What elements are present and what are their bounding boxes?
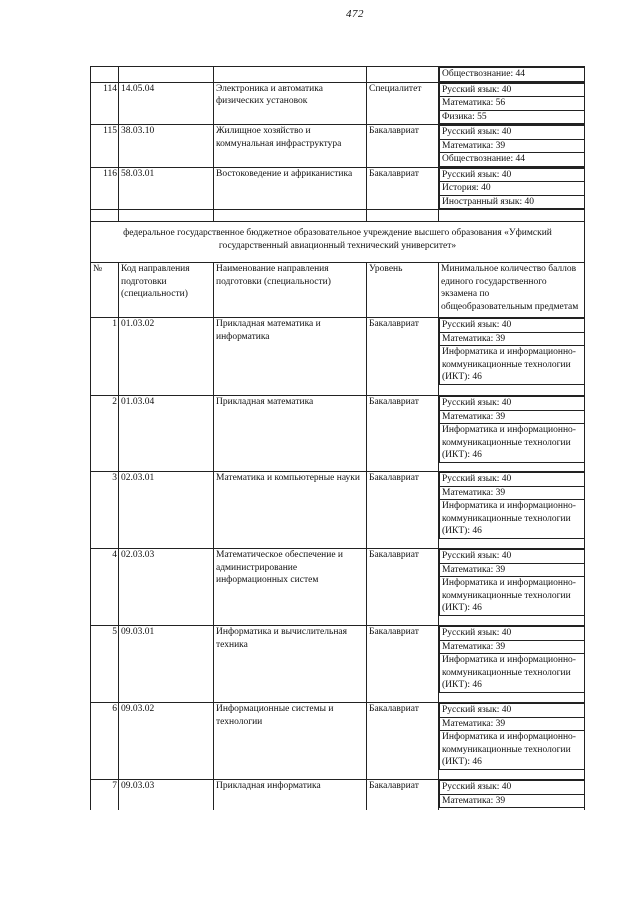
row-level: Бакалавриат	[367, 167, 439, 210]
exam-score: Математика: 56	[439, 97, 584, 111]
table-row	[91, 396, 585, 472]
row-number: 3	[91, 472, 119, 549]
exam-score: Русский язык: 40	[439, 168, 584, 183]
row-code: 01.03.02	[119, 318, 214, 396]
row-exams	[439, 82, 585, 125]
row-program-name: Востоковедение и африканистика	[214, 167, 367, 210]
exam-score: Информатика и информационно-коммуникационные технологии (ИКТ): 46	[439, 346, 584, 385]
row-code: 09.03.02	[119, 703, 214, 780]
exam-score: Русский язык: 40	[439, 472, 584, 487]
row-program-name: Математика и компьютерные науки	[214, 472, 367, 549]
table-row	[91, 82, 585, 125]
table-row	[91, 125, 585, 168]
row-level: Бакалавриат	[367, 396, 439, 472]
row-level: Бакалавриат	[367, 703, 439, 780]
row-number	[91, 67, 119, 83]
row-level: Бакалавриат	[367, 549, 439, 626]
row-number: 115	[91, 125, 119, 168]
exam-score: Математика: 39	[439, 718, 584, 732]
program-rows	[91, 318, 585, 810]
page-number: 472	[346, 8, 364, 20]
row-code: 01.03.04	[119, 396, 214, 472]
row-level: Бакалавриат	[367, 472, 439, 549]
exam-score: Математика: 39	[439, 487, 584, 501]
exam-score: Русский язык: 40	[439, 780, 584, 795]
header-exams: Минимальное количество баллов единого государственного экзамена по общеобразовательным предметам	[439, 263, 585, 318]
row-number: 114	[91, 82, 119, 125]
row-program-name: Информационные системы и технологии	[214, 703, 367, 780]
row-exams	[439, 396, 585, 472]
exam-score: Физика: 55	[439, 111, 584, 125]
exam-score: Математика: 39	[439, 641, 584, 655]
row-level: Бакалавриат	[367, 318, 439, 396]
exam-score: Русский язык: 40	[439, 549, 584, 564]
row-program-name: Прикладная математика и информатика	[214, 318, 367, 396]
exam-score: Русский язык: 40	[439, 396, 584, 411]
row-code: 58.03.01	[119, 167, 214, 210]
row-code: 02.03.03	[119, 549, 214, 626]
exam-score: Иностранный язык: 40	[439, 196, 584, 210]
exam-score: Математика: 39	[439, 140, 584, 154]
row-number: 7	[91, 780, 119, 810]
row-number: 1	[91, 318, 119, 396]
row-number: 116	[91, 167, 119, 210]
row-exams	[439, 626, 585, 703]
table-row	[91, 67, 585, 83]
exam-score: Информатика и информационно-коммуникационные технологии (ИКТ): 46	[439, 424, 584, 463]
row-program-name	[214, 67, 367, 83]
exam-score: Информатика и информационно-коммуникационные технологии (ИКТ): 46	[439, 577, 584, 616]
row-level: Бакалавриат	[367, 125, 439, 168]
row-level: Бакалавриат	[367, 780, 439, 810]
table-row	[91, 549, 585, 626]
header-level: Уровень	[367, 263, 439, 318]
table-row	[91, 167, 585, 210]
row-exams	[439, 167, 585, 210]
row-exams	[439, 125, 585, 168]
organization-row	[91, 222, 585, 263]
row-code: 09.03.01	[119, 626, 214, 703]
exam-score: Русский язык: 40	[439, 83, 584, 98]
table-row	[91, 318, 585, 396]
row-number: 5	[91, 626, 119, 703]
row-code: 02.03.01	[119, 472, 214, 549]
row-program-name: Электроника и автоматика физических установок	[214, 82, 367, 125]
exam-score: Математика: 39	[439, 564, 584, 578]
table-row	[91, 626, 585, 703]
exam-score: Русский язык: 40	[439, 318, 584, 333]
header-code: Код направления подготовки (специальности)	[119, 263, 214, 318]
row-exams	[439, 67, 585, 83]
row-exams	[439, 472, 585, 549]
row-code: 09.03.03	[119, 780, 214, 810]
header-name: Наименование направления подготовки (специальности)	[214, 263, 367, 318]
row-level: Специалитет	[367, 82, 439, 125]
spacer-row	[91, 210, 585, 222]
exam-score: Информатика и информационно-коммуникационные технологии (ИКТ): 46	[439, 654, 584, 693]
exam-score: Информатика и информационно-коммуникационные технологии (ИКТ): 46	[439, 500, 584, 539]
exam-score: Информатика и информационно-коммуникационные технологии (ИКТ): 46	[439, 731, 584, 770]
organization-name: федеральное государственное бюджетное образовательное учреждение высшего образования «Уфимский государственный авиационный технический университет»	[91, 222, 585, 263]
row-program-name: Прикладная математика	[214, 396, 367, 472]
row-level: Бакалавриат	[367, 626, 439, 703]
row-exams	[439, 549, 585, 626]
row-program-name: Информатика и вычислительная техника	[214, 626, 367, 703]
exam-score: Математика: 39	[439, 411, 584, 425]
row-program-name: Жилищное хозяйство и коммунальная инфраструктура	[214, 125, 367, 168]
row-code	[119, 67, 214, 83]
exam-score: Русский язык: 40	[439, 626, 584, 641]
row-number: 6	[91, 703, 119, 780]
exam-score: Русский язык: 40	[439, 125, 584, 140]
row-exams	[439, 780, 585, 810]
table-header-row	[91, 263, 585, 318]
row-exams	[439, 703, 585, 780]
row-level	[367, 67, 439, 83]
exam-score: Обществознание: 44	[439, 67, 584, 82]
table-row	[91, 703, 585, 780]
continued-rows	[91, 67, 585, 210]
exam-score: История: 40	[439, 182, 584, 196]
table-row	[91, 780, 585, 810]
row-exams	[439, 318, 585, 396]
header-num: №	[91, 263, 119, 318]
row-program-name: Прикладная информатика	[214, 780, 367, 810]
row-number: 2	[91, 396, 119, 472]
table-row	[91, 472, 585, 549]
exam-score: Русский язык: 40	[439, 703, 584, 718]
row-code: 38.03.10	[119, 125, 214, 168]
exam-score: Обществознание: 44	[439, 153, 584, 167]
admission-table	[90, 66, 585, 810]
exam-score: Математика: 39	[439, 795, 584, 809]
row-number: 4	[91, 549, 119, 626]
row-code: 14.05.04	[119, 82, 214, 125]
row-program-name: Математическое обеспечение и администрирование информационных систем	[214, 549, 367, 626]
exam-score: Математика: 39	[439, 333, 584, 347]
